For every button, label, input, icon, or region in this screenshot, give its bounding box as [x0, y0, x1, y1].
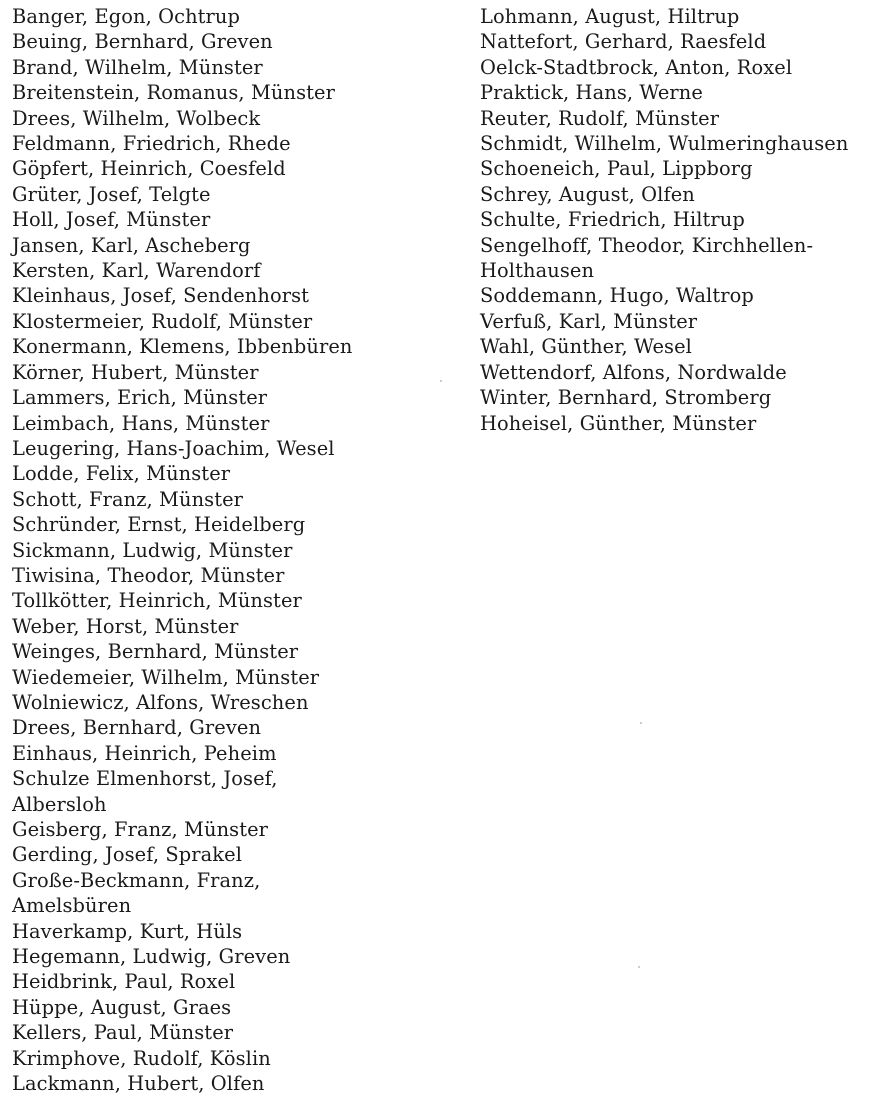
entry-text: Breitenstein, Romanus, Münster — [12, 81, 335, 105]
left-name-column — [12, 4, 432, 1096]
entry-text: Sickmann, Ludwig, Münster — [12, 538, 293, 562]
name-entry — [12, 156, 432, 181]
entry-text: Einhaus, Heinrich, Peheim — [12, 741, 277, 765]
name-entry — [12, 461, 432, 486]
name-entry — [480, 233, 865, 284]
entry-text: Grüter, Josef, Telgte — [12, 182, 211, 206]
entry-continuation: Amelsbüren — [12, 894, 132, 918]
name-entry — [12, 436, 432, 461]
name-entry — [12, 411, 432, 436]
name-entry — [480, 55, 865, 80]
name-entry — [12, 944, 432, 969]
entry-continuation: Holthausen — [480, 259, 595, 283]
name-entry — [12, 207, 432, 232]
name-entry — [480, 411, 865, 436]
entry-text: Schoeneich, Paul, Lippborg — [480, 157, 753, 181]
name-entry — [12, 614, 432, 639]
name-entry — [12, 106, 432, 131]
name-entry — [12, 385, 432, 410]
name-entry — [480, 207, 865, 232]
entry-text: Nattefort, Gerhard, Raesfeld — [480, 30, 767, 54]
entry-continuation: Albersloh — [12, 792, 107, 816]
entry-text: Leugering, Hans-Joachim, Wesel — [12, 436, 335, 460]
entry-text: Weinges, Bernhard, Münster — [12, 640, 299, 664]
entry-text: Schulze Elmenhorst, Josef, — [12, 767, 278, 791]
name-entry — [12, 817, 432, 842]
entry-text: Haverkamp, Kurt, Hüls — [12, 919, 243, 943]
entry-text: Lammers, Erich, Münster — [12, 386, 268, 410]
entry-text: Leimbach, Hans, Münster — [12, 411, 270, 435]
name-entry — [12, 639, 432, 664]
entry-text: Krimphove, Rudolf, Köslin — [12, 1046, 271, 1070]
entry-text: Lackmann, Hubert, Olfen — [12, 1072, 265, 1096]
entry-text: Gerding, Josef, Sprakel — [12, 843, 243, 867]
name-entry — [12, 665, 432, 690]
entry-text: Beuing, Bernhard, Greven — [12, 30, 273, 54]
entry-text: Lodde, Felix, Münster — [12, 462, 231, 486]
scan-speck — [640, 722, 642, 724]
entry-text: Praktick, Hans, Werne — [480, 81, 703, 105]
name-entry — [12, 29, 432, 54]
name-entry — [12, 309, 432, 334]
entry-text: Klostermeier, Rudolf, Münster — [12, 309, 313, 333]
name-entry — [12, 360, 432, 385]
scan-speck — [638, 966, 640, 968]
name-entry — [12, 868, 432, 919]
entry-text: Hegemann, Ludwig, Greven — [12, 945, 291, 969]
name-entry — [12, 1020, 432, 1045]
name-entry — [12, 334, 432, 359]
name-entry — [480, 156, 865, 181]
entry-text: Konermann, Klemens, Ibbenbüren — [12, 335, 353, 359]
name-entry — [480, 334, 865, 359]
right-name-column — [480, 4, 865, 436]
name-entry — [12, 588, 432, 613]
name-entry — [480, 29, 865, 54]
name-entry — [12, 4, 432, 29]
name-entry — [480, 4, 865, 29]
entry-text: Soddemann, Hugo, Waltrop — [480, 284, 754, 308]
entry-text: Hüppe, August, Graes — [12, 995, 232, 1019]
entry-text: Drees, Bernhard, Greven — [12, 716, 262, 740]
scan-speck — [440, 380, 442, 382]
name-entry — [480, 309, 865, 334]
entry-text: Wolniewicz, Alfons, Wreschen — [12, 690, 309, 714]
entry-text: Schrey, August, Olfen — [480, 182, 695, 206]
entry-text: Brand, Wilhelm, Münster — [12, 55, 263, 79]
entry-text: Reuter, Rudolf, Münster — [480, 106, 720, 130]
entry-text: Kellers, Paul, Münster — [12, 1021, 234, 1045]
name-entry — [480, 283, 865, 308]
entry-text: Hoheisel, Günther, Münster — [480, 411, 757, 435]
name-entry — [12, 487, 432, 512]
entry-text: Wahl, Günther, Wesel — [480, 335, 692, 359]
name-entry — [12, 842, 432, 867]
name-entry — [12, 1071, 432, 1096]
entry-text: Banger, Egon, Ochtrup — [12, 5, 241, 28]
entry-text: Jansen, Karl, Ascheberg — [12, 233, 251, 257]
name-entry — [12, 995, 432, 1020]
entry-text: Schott, Franz, Münster — [12, 487, 244, 511]
name-entry — [12, 741, 432, 766]
entry-text: Große-Beckmann, Franz, — [12, 868, 261, 892]
name-entry — [480, 131, 865, 156]
entry-text: Körner, Hubert, Münster — [12, 360, 259, 384]
entry-text: Wettendorf, Alfons, Nordwalde — [480, 360, 787, 384]
name-entry — [12, 538, 432, 563]
entry-text: Winter, Bernhard, Stromberg — [480, 386, 772, 410]
name-entry — [12, 131, 432, 156]
name-entry — [12, 969, 432, 994]
entry-text: Feldmann, Friedrich, Rhede — [12, 132, 291, 156]
entry-text: Göpfert, Heinrich, Coesfeld — [12, 157, 286, 181]
name-entry — [12, 512, 432, 537]
entry-text: Drees, Wilhelm, Wolbeck — [12, 106, 261, 130]
entry-text: Tollkötter, Heinrich, Münster — [12, 589, 302, 613]
entry-text: Holl, Josef, Münster — [12, 208, 211, 232]
name-entry — [12, 283, 432, 308]
entry-text: Schründer, Ernst, Heidelberg — [12, 513, 306, 537]
entry-text: Verfuß, Karl, Münster — [480, 309, 698, 333]
name-entry — [480, 182, 865, 207]
entry-text: Weber, Horst, Münster — [12, 614, 239, 638]
entry-text: Sengelhoff, Theodor, Kirchhellen- — [480, 233, 814, 257]
name-entry — [12, 258, 432, 283]
entry-text: Kleinhaus, Josef, Sendenhorst — [12, 284, 310, 308]
name-entry — [12, 233, 432, 258]
name-entry — [12, 766, 432, 817]
entry-text: Heidbrink, Paul, Roxel — [12, 970, 236, 994]
name-entry — [480, 80, 865, 105]
name-entry — [480, 106, 865, 131]
entry-text: Tiwisina, Theodor, Münster — [12, 563, 285, 587]
name-entry — [12, 1046, 432, 1071]
entry-text: Geisberg, Franz, Münster — [12, 818, 269, 841]
name-entry — [12, 919, 432, 944]
name-entry — [12, 715, 432, 740]
name-entry — [480, 385, 865, 410]
name-entry — [12, 182, 432, 207]
name-entry — [12, 55, 432, 80]
entry-text: Kersten, Karl, Warendorf — [12, 259, 261, 283]
name-entry — [12, 563, 432, 588]
name-entry — [480, 360, 865, 385]
name-entry — [12, 690, 432, 715]
entry-text: Schulte, Friedrich, Hiltrup — [480, 208, 745, 232]
name-entry — [12, 80, 432, 105]
entry-text: Lohmann, August, Hiltrup — [480, 5, 740, 28]
entry-text: Oelck-Stadtbrock, Anton, Roxel — [480, 55, 793, 79]
entry-text: Schmidt, Wilhelm, Wulmeringhausen — [480, 132, 849, 156]
entry-text: Wiedemeier, Wilhelm, Münster — [12, 665, 320, 689]
